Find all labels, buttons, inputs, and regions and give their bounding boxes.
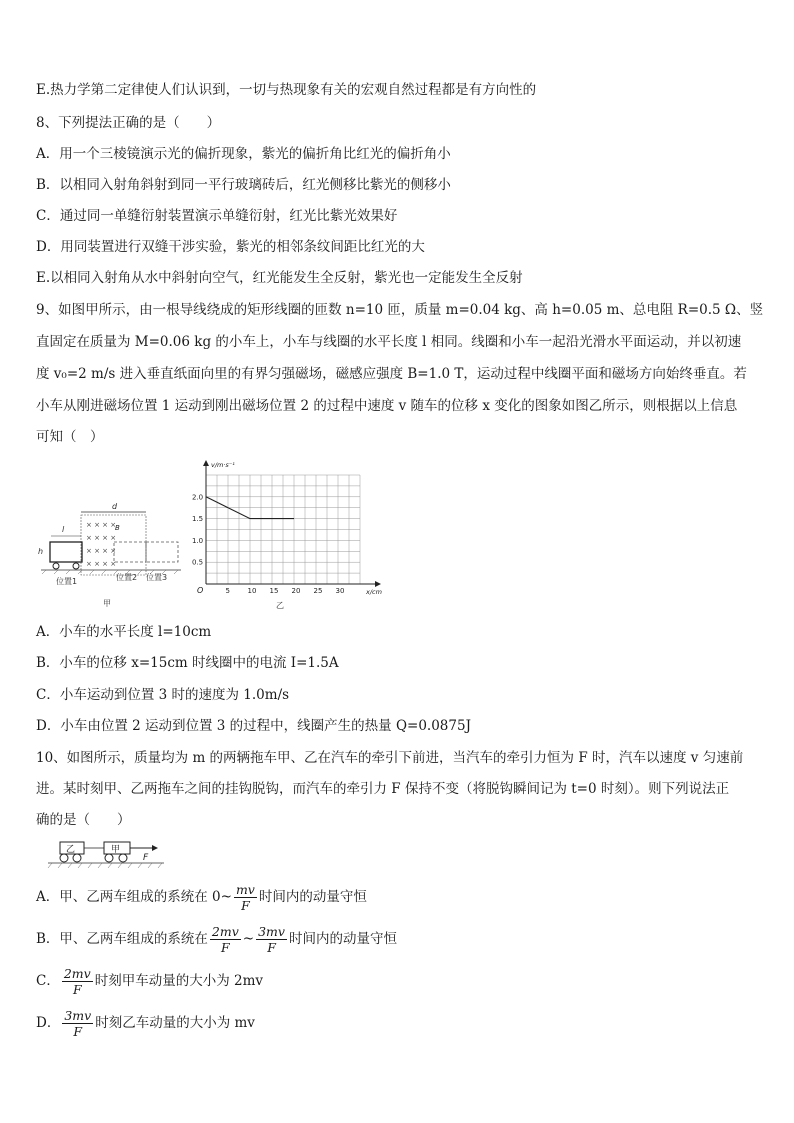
q10-a-suffix: 时间内的动量守恒 bbox=[258, 889, 367, 905]
label-jia: 甲 bbox=[111, 845, 121, 855]
y-axis-label: v/m·s⁻¹ bbox=[211, 461, 235, 469]
q9-option-b: B．小车的位移 x=15cm 时线圈中的电流 I=1.5A bbox=[36, 655, 339, 671]
q10-b-mid: ~ bbox=[242, 931, 255, 947]
coil-position-2 bbox=[114, 542, 146, 562]
fraction-numerator: 3mv bbox=[64, 1008, 92, 1023]
fraction bbox=[62, 966, 93, 997]
wheel bbox=[60, 854, 68, 862]
q10-b-prefix: B．甲、乙两车组成的系统在 bbox=[36, 931, 208, 947]
x-tick-label: 10 bbox=[247, 587, 257, 595]
label-position-2: 位置2 bbox=[116, 573, 138, 582]
x-tick-label: 20 bbox=[291, 587, 301, 595]
x-tick-label: 15 bbox=[269, 587, 279, 595]
fraction-denominator: F bbox=[73, 1024, 83, 1039]
fraction bbox=[234, 882, 257, 913]
q9-stem-line: 9、如图甲所示，由一根导线绕成的矩形线圈的匝数 n=10 匝，质量 m=0.04 kg、高 h=0.05 m、总电阻 R=0.5 Ω、竖 bbox=[36, 302, 764, 318]
fraction-denominator: F bbox=[72, 982, 82, 997]
figure-trailers bbox=[44, 838, 169, 872]
chart-grid bbox=[206, 475, 360, 584]
x-tick-label: 25 bbox=[313, 587, 323, 595]
q10-option-b bbox=[36, 922, 397, 956]
q7-option-e: E.热力学第二定律使人们认识到，一切与热现象有关的宏观自然过程都是有方向性的 bbox=[36, 82, 537, 98]
svg-text:× × × ×: × × × × bbox=[86, 560, 117, 568]
fraction-denominator: F bbox=[241, 898, 250, 913]
label-h: h bbox=[38, 547, 44, 556]
coil-position-3 bbox=[146, 542, 178, 562]
caption-yi: 乙 bbox=[276, 601, 284, 610]
fraction-numerator: mv bbox=[235, 882, 255, 897]
tick-labels bbox=[192, 493, 344, 595]
fraction-denominator: F bbox=[267, 940, 276, 955]
q10-d-prefix: D． bbox=[36, 1015, 61, 1031]
q9-stem-line: 小车从刚进磁场位置 1 运动到刚出磁场位置 2 的过程中速度 v 随车的位移 x 变化的图象如图乙所示，则根据以上信息 bbox=[36, 398, 738, 414]
x-tick-label: 30 bbox=[335, 587, 345, 595]
fraction-numerator: 3mv bbox=[258, 924, 285, 939]
origin-label: O bbox=[197, 586, 204, 595]
q8-option-b: B．以相同入射角斜射到同一平行玻璃砖后，红光侧移比紫光的侧移小 bbox=[36, 177, 451, 193]
fraction bbox=[62, 1008, 93, 1039]
q9-stem-line: 可知（ ） bbox=[36, 429, 104, 445]
label-position-1: 位置1 bbox=[56, 577, 78, 586]
force-arrow-head bbox=[152, 845, 158, 851]
q10-c-suffix: 时刻甲车动量的大小为 2mv bbox=[94, 973, 264, 989]
q8-stem: 8、下列提法正确的是（ ） bbox=[36, 115, 221, 131]
y-tick-label: 0.5 bbox=[192, 558, 204, 567]
q10-stem-line: 10、如图所示，质量均为 m 的两辆拖车甲、乙在汽车的牵引下前进，当汽车的牵引力恒为 F 时，汽车以速度 v 匀速前 bbox=[36, 750, 744, 766]
q10-option-d bbox=[36, 1006, 255, 1040]
q10-b-suffix: 时间内的动量守恒 bbox=[288, 931, 397, 947]
q10-c-prefix: C． bbox=[36, 973, 60, 989]
svg-text:× × × ×: × × × × bbox=[86, 521, 117, 529]
label-d: d bbox=[112, 502, 118, 511]
wheel bbox=[73, 563, 79, 569]
q10-a-prefix: A．甲、乙两车组成的系统在 0~ bbox=[36, 889, 232, 905]
q8-option-a: A．用一个三棱镜演示光的偏折现象，紫光的偏折角比红光的偏折角小 bbox=[36, 146, 451, 162]
fraction-numerator: 2mv bbox=[211, 924, 239, 939]
y-axis-arrow bbox=[203, 460, 209, 466]
svg-text:× × × ×: × × × × bbox=[86, 534, 117, 542]
y-tick-label: 2.0 bbox=[192, 493, 204, 502]
wheel bbox=[73, 854, 81, 862]
fraction-denominator: F bbox=[221, 940, 230, 955]
v-x-chart bbox=[190, 458, 395, 614]
q9-stem-line: 度 v₀=2 m/s 进入垂直纸面向里的有界匀强磁场，磁感应强度 B=1.0 T，运动过程中线圈平面和磁场方向始终垂直。若 bbox=[36, 366, 747, 382]
figure-jia bbox=[36, 500, 186, 612]
field-crosses bbox=[86, 521, 116, 568]
svg-text:× × × ×: × × × × bbox=[86, 547, 117, 555]
fraction-numerator: 2mv bbox=[63, 966, 91, 981]
y-tick-label: 1.0 bbox=[192, 536, 204, 545]
q8-option-d: D．用同装置进行双缝干涉实验，紫光的相邻条纹间距比红光的大 bbox=[36, 239, 425, 255]
q9-option-d: D．小车由位置 2 运动到位置 3 的过程中，线圈产生的热量 Q=0.0875J bbox=[36, 718, 471, 734]
q9-stem-line: 直固定在质量为 M=0.06 kg 的小车上，小车与线圈的水平长度 l 相同。线圈和小车一起沿光滑水平面运动，并以初速 bbox=[36, 334, 742, 350]
fraction bbox=[210, 924, 241, 955]
q10-d-suffix: 时刻乙车动量的大小为 mv bbox=[95, 1015, 255, 1031]
q10-stem-line: 确的是（ ） bbox=[36, 812, 131, 828]
q9-option-c: C．小车运动到位置 3 时的速度为 1.0m/s bbox=[36, 687, 290, 703]
q8-option-c: C．通过同一单缝衍射装置演示单缝衍射，红光比紫光效果好 bbox=[36, 208, 398, 224]
caption-jia: 甲 bbox=[103, 599, 111, 608]
q10-option-a bbox=[36, 880, 367, 914]
y-tick-label: 1.5 bbox=[192, 515, 204, 524]
q10-option-c bbox=[36, 964, 263, 998]
label-yi: 乙 bbox=[66, 845, 76, 855]
ground-hatch bbox=[48, 863, 162, 868]
label-position-3: 位置3 bbox=[146, 573, 168, 582]
q8-option-e: E.以相同入射角从水中斜射向空气，红光能发生全反射，紫光也一定能发生全反射 bbox=[36, 270, 523, 286]
wheel bbox=[53, 563, 59, 569]
x-tick-label: 5 bbox=[225, 587, 230, 595]
x-axis-arrow bbox=[375, 581, 381, 587]
q9-option-a: A．小车的水平长度 l=10cm bbox=[36, 624, 212, 640]
label-B: B bbox=[115, 524, 120, 532]
q10-stem-line: 进。某时刻甲、乙两拖车之间的挂钩脱钩，而汽车的牵引力 F 保持不变（将脱钩瞬间记为 t=0 时刻）。则下列说法正 bbox=[36, 781, 730, 797]
label-force: F bbox=[143, 853, 149, 863]
label-l: l bbox=[62, 525, 65, 534]
wheel bbox=[119, 854, 127, 862]
x-axis-label: x/cm bbox=[366, 588, 382, 596]
coil-position-1 bbox=[50, 542, 82, 562]
wheel bbox=[105, 854, 113, 862]
fraction bbox=[256, 924, 287, 955]
